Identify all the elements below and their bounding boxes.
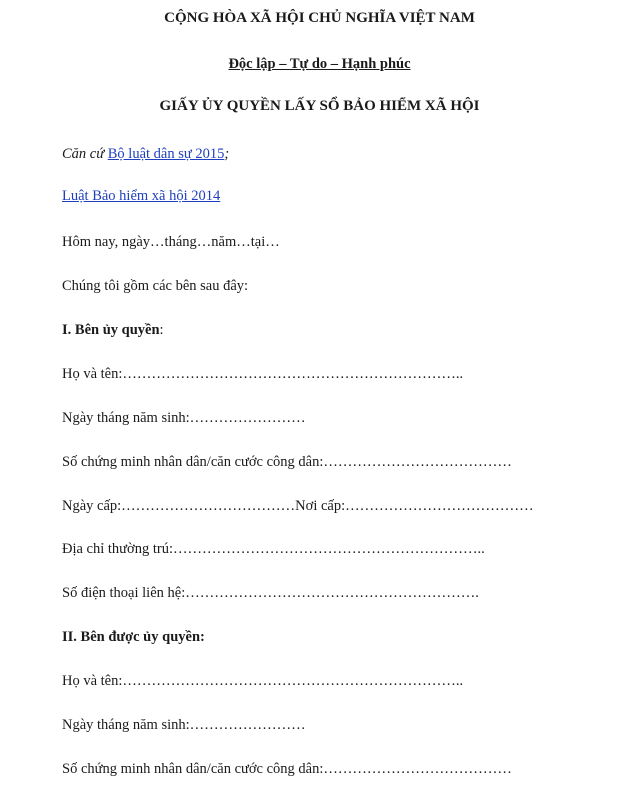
law-civil-code-link[interactable]: Bộ luật dân sự 2015 bbox=[107, 146, 225, 162]
section2-id-field: Số chứng minh nhân dân/căn cước công dân:………………………………… bbox=[62, 761, 512, 777]
basis-prefix: Căn cứ bbox=[62, 146, 108, 162]
section2-dob-field: Ngày tháng năm sinh:…………………… bbox=[62, 717, 306, 733]
section1-title: I. Bên ủy quyền bbox=[62, 322, 160, 338]
document-title: GIẤY ỦY QUYỀN LẤY SỔ BẢO HIỂM XÃ HỘI bbox=[159, 98, 480, 114]
date-line: Hôm nay, ngày…tháng…năm…tại… bbox=[62, 234, 280, 250]
section1-heading bbox=[62, 322, 164, 339]
section2-name-field: Họ và tên:…………………………………………………………….. bbox=[62, 673, 464, 689]
parties-line: Chúng tôi gồm các bên sau đây: bbox=[62, 278, 249, 294]
basis-suffix: ; bbox=[224, 146, 230, 162]
legal-basis-line bbox=[62, 146, 229, 163]
national-title: CỘNG HÒA XÃ HỘI CHỦ NGHĨA VIỆT NAM bbox=[164, 10, 475, 26]
motto-text: Độc lập – Tự do – Hạnh phúc bbox=[228, 56, 411, 72]
section2-title: II. Bên được ủy quyền: bbox=[62, 629, 205, 645]
section1-issue-field: Ngày cấp:………………………………Nơi cấp:………………………………… bbox=[62, 498, 534, 514]
law-social-insurance-link[interactable]: Luật Bảo hiểm xã hội 2014 bbox=[62, 188, 221, 204]
motto bbox=[0, 56, 639, 73]
section1-address-field: Địa chỉ thường trú:……………………………………………………….. bbox=[62, 541, 485, 557]
section1-dob-field: Ngày tháng năm sinh:…………………… bbox=[62, 410, 306, 426]
section1-phone-field: Số điện thoại liên hệ:……………………………………………………. bbox=[62, 585, 479, 601]
section1-name-field: Họ và tên:…………………………………………………………….. bbox=[62, 366, 464, 382]
legal-basis-line-2 bbox=[62, 188, 220, 205]
section1-id-field: Số chứng minh nhân dân/căn cước công dân:………………………………… bbox=[62, 454, 512, 470]
section1-colon: : bbox=[159, 322, 164, 338]
